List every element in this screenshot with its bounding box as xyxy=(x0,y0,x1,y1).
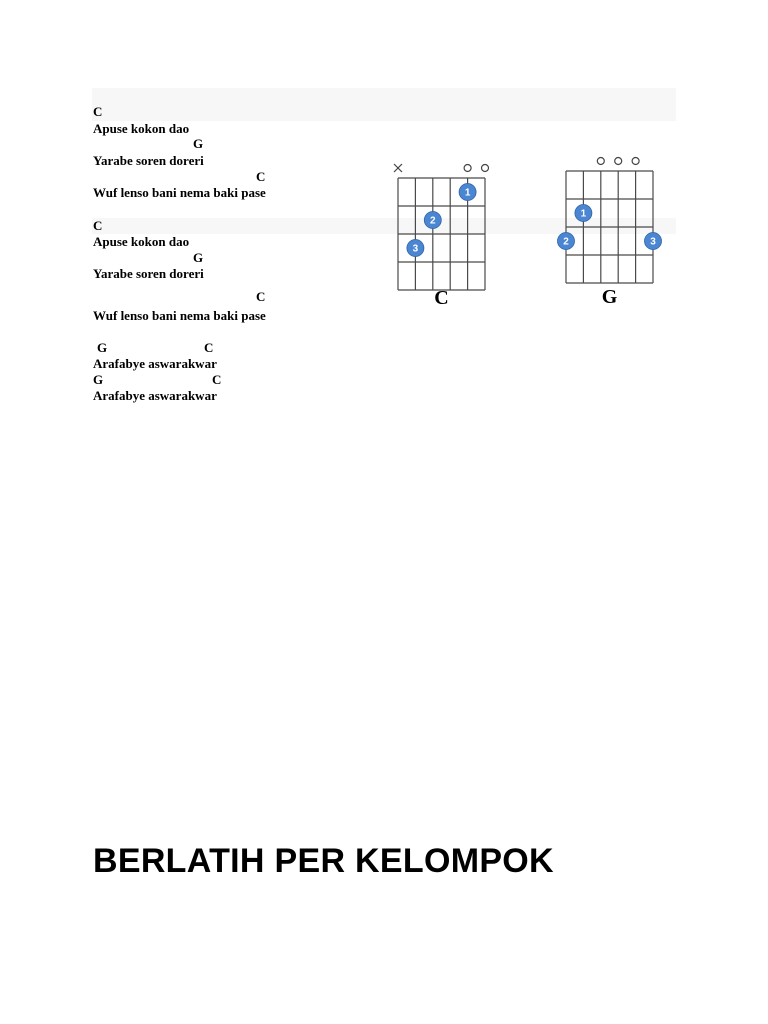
chord-label: C xyxy=(93,104,103,119)
finger-number: 1 xyxy=(580,208,587,220)
finger-number: 3 xyxy=(412,243,419,255)
lyric-line: Apuse kokon dao xyxy=(93,234,190,249)
open-string-marker xyxy=(464,165,471,172)
lyric-line: Wuf lenso bani nema baki pase xyxy=(93,308,266,323)
open-string-marker xyxy=(615,158,622,165)
chord-label: C xyxy=(256,169,266,184)
lyric-line: Arafabye aswarakwar xyxy=(93,356,217,371)
lyric-line: Arafabye aswarakwar xyxy=(93,388,217,403)
finger-number: 3 xyxy=(650,236,656,248)
finger-number: 2 xyxy=(430,215,436,227)
chord-label: C xyxy=(204,340,214,355)
chord-label: G xyxy=(193,136,204,151)
chord-name: C xyxy=(434,287,449,309)
lyric-line: Apuse kokon dao xyxy=(93,121,190,136)
lyric-line: Wuf lenso bani nema baki pase xyxy=(93,185,266,200)
fretboard-grid xyxy=(566,171,653,283)
chord-diagram-g-svg xyxy=(556,150,676,310)
open-string-marker xyxy=(632,158,639,165)
finger-number: 2 xyxy=(563,236,569,248)
chord-name: G xyxy=(601,286,618,308)
chord-label: C xyxy=(93,218,103,233)
section-heading: BERLATIH PER KELOMPOK xyxy=(93,842,554,880)
song-lyrics xyxy=(93,0,393,420)
open-string-marker xyxy=(482,165,489,172)
chord-label: G xyxy=(193,250,204,265)
chord-label: G xyxy=(97,340,108,355)
lyric-line: Yarabe soren doreri xyxy=(93,266,204,281)
chord-label: C xyxy=(212,372,222,387)
lyric-line: Yarabe soren doreri xyxy=(93,153,204,168)
chord-diagram-g xyxy=(556,150,676,310)
finger-number: 1 xyxy=(464,187,471,199)
open-string-marker xyxy=(597,158,604,165)
chord-label: C xyxy=(256,289,266,304)
chord-diagram-c-svg xyxy=(388,156,508,311)
chord-label: G xyxy=(93,372,104,387)
chord-diagram-c xyxy=(388,156,508,311)
